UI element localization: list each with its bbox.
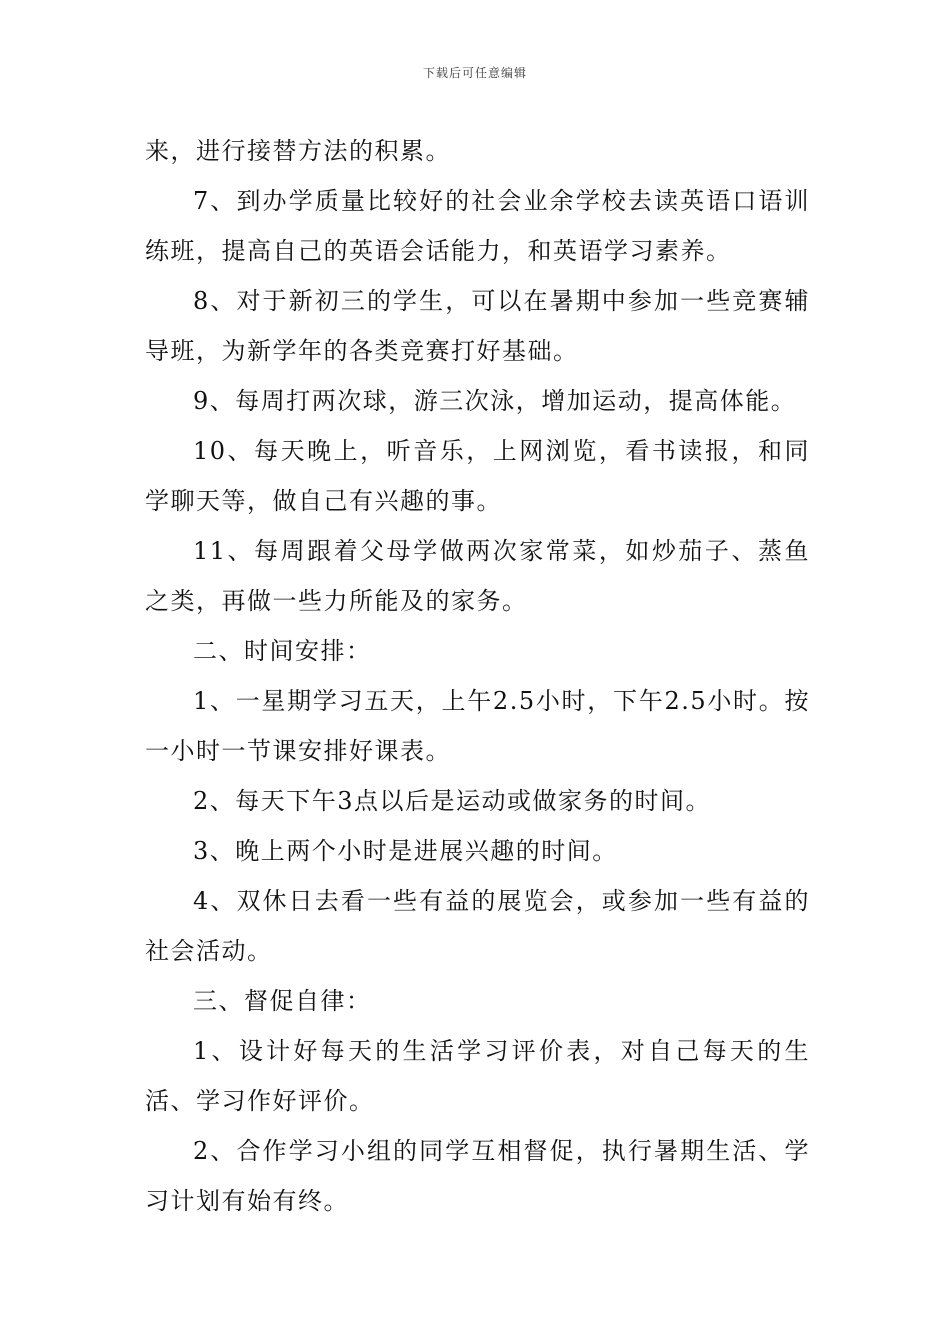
schedule-item-3: 3、晚上两个小时是进展兴趣的时间。 — [193, 837, 618, 865]
paragraph-item-8: 8、对于新初三的学生，可以在暑期中参加一些竞赛辅导班，为新学年的各类竞赛打好基础。 — [145, 287, 810, 365]
schedule-item-2: 2、每天下午3点以后是运动或做家务的时间。 — [193, 787, 712, 815]
paragraph-item-10: 10、每天晚上，听音乐，上网浏览，看书读报，和同学聊天等，做自己有兴趣的事。 — [145, 437, 810, 515]
discipline-item-1: 1、设计好每天的生活学习评价表，对自己每天的生活、学习作好评价。 — [145, 1037, 810, 1115]
schedule-item-1: 1、一星期学习五天，上午2.5小时，下午2.5小时。按一小时一节课安排好课表。 — [145, 687, 810, 765]
paragraph-item-11: 11、每周跟着父母学做两次家常菜，如炒茄子、蒸鱼之类，再做一些力所能及的家务。 — [145, 537, 810, 615]
section-heading-self-discipline: 三、督促自律： — [193, 987, 372, 1015]
paragraph-item-7: 7、到办学质量比较好的社会业余学校去读英语口语训练班，提高自己的英语会话能力，和英语学习素养。 — [145, 187, 810, 265]
page-header: 下载后可任意编辑 — [422, 66, 527, 80]
section-heading-schedule: 二、时间安排： — [193, 637, 372, 665]
schedule-item-4: 4、双休日去看一些有益的展览会，或参加一些有益的社会活动。 — [145, 887, 810, 965]
paragraph-continuation: 来，进行接替方法的积累。 — [145, 137, 451, 165]
discipline-item-2: 2、合作学习小组的同学互相督促，执行暑期生活、学习计划有始有终。 — [145, 1137, 810, 1215]
document-body — [145, 126, 810, 1226]
paragraph-item-9: 9、每周打两次球，游三次泳，增加运动，提高体能。 — [193, 387, 797, 415]
